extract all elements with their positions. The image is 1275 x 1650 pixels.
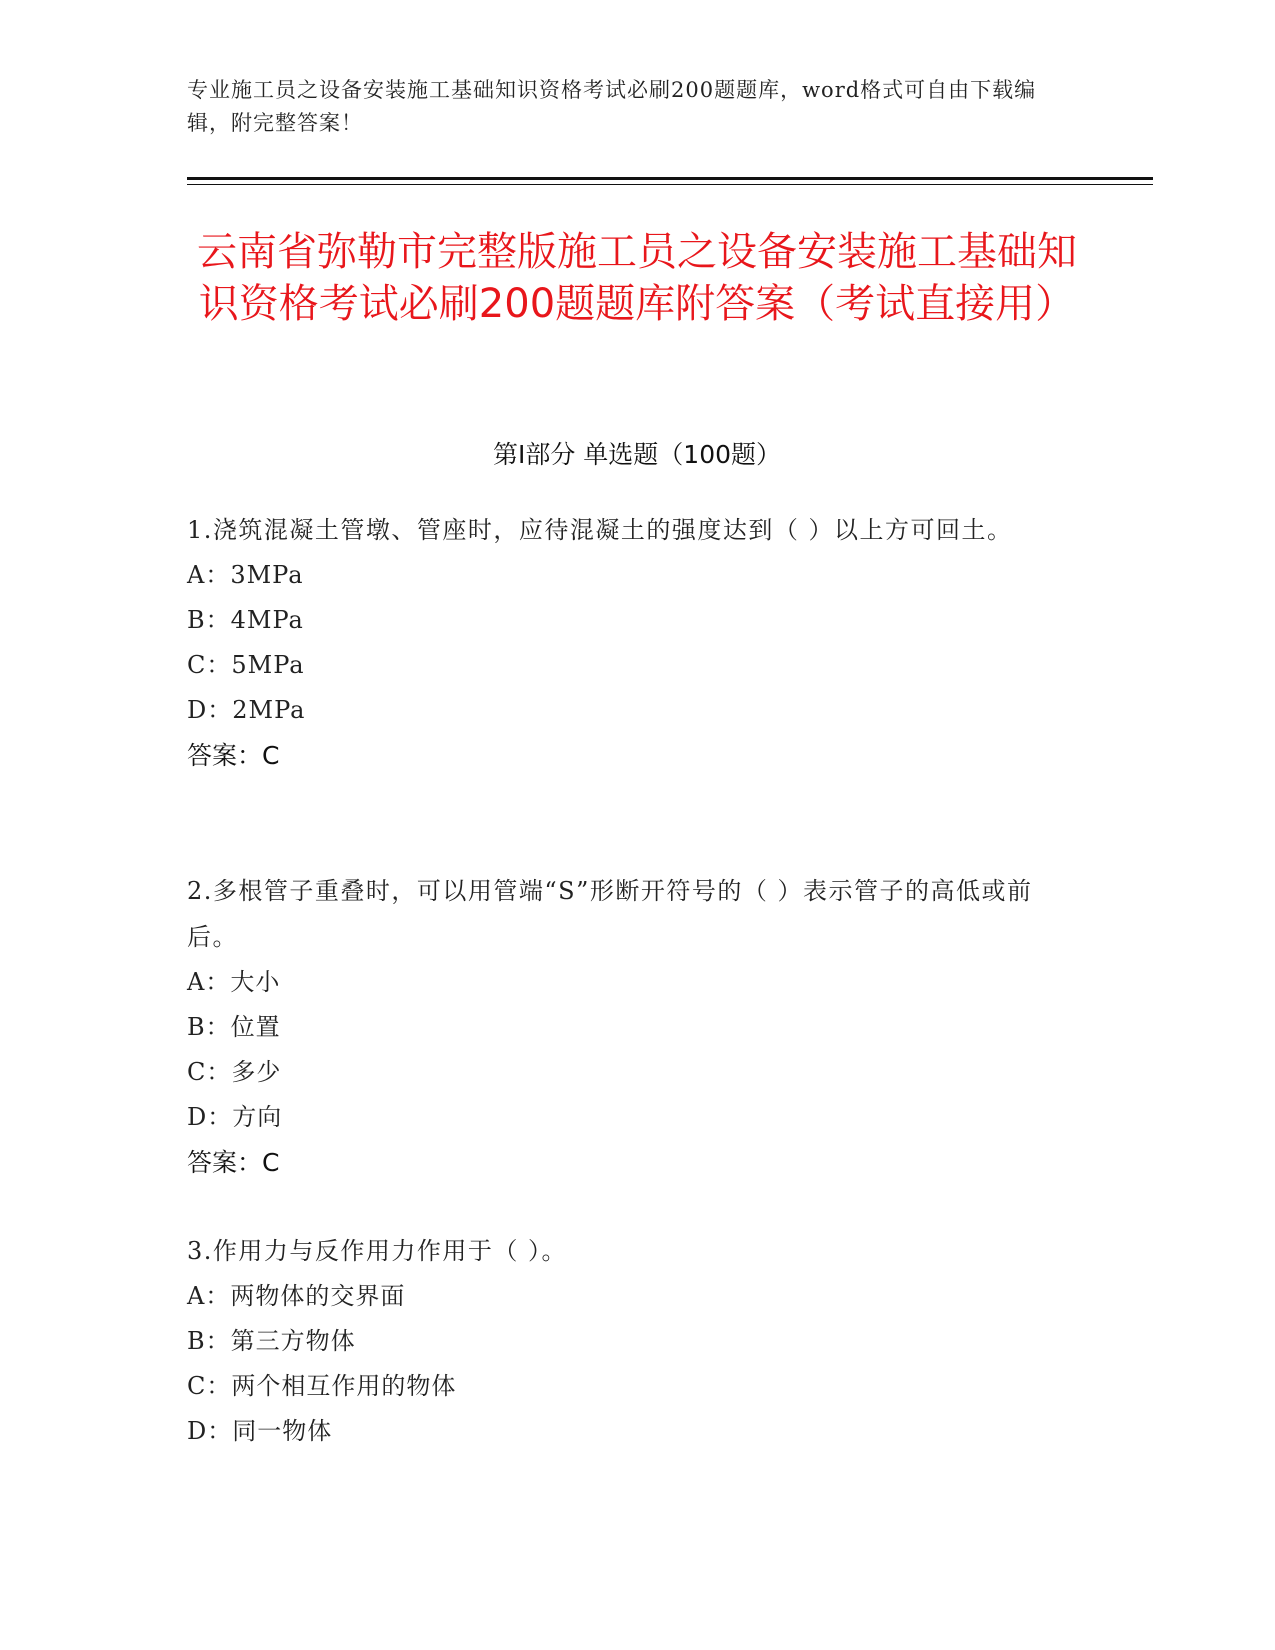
- option-a: A：3MPa: [187, 561, 304, 589]
- option-b: B：第三方物体: [187, 1327, 356, 1355]
- option-b: B：位置: [187, 1013, 281, 1041]
- option-c: C：两个相互作用的物体: [187, 1372, 457, 1400]
- question-stem: 1.浇筑混凝土管墩、管座时，应待混凝土的强度达到（ ）以上方可回土。: [187, 516, 1013, 544]
- document-title: 云南省弥勒市完整版施工员之设备安装施工基础知识资格考试必刷200题题库附答案（考试直接用）: [197, 229, 1077, 327]
- option-b: B：4MPa: [187, 606, 304, 634]
- answer-line: 答案：C: [187, 1148, 280, 1177]
- option-c: C：多少: [187, 1058, 282, 1086]
- header-divider-thin: [187, 184, 1153, 185]
- question-2: [187, 868, 1067, 1186]
- option-a: A：大小: [187, 968, 281, 996]
- option-d: D：同一物体: [187, 1417, 333, 1445]
- question-1: [187, 507, 1067, 779]
- option-d: D：方向: [187, 1103, 283, 1131]
- option-c: C：5MPa: [187, 651, 305, 679]
- option-a: A：两物体的交界面: [187, 1282, 406, 1310]
- section-heading: 第Ⅰ部分 单选题（100题）: [492, 440, 782, 469]
- question-stem: 2.多根管子重叠时，可以用管端“S”形断开符号的（ ）表示管子的高低或前后。: [187, 877, 1033, 951]
- header-note: 专业施工员之设备安装施工基础知识资格考试必刷200题题库，word格式可自由下载编辑，附完整答案！: [187, 78, 1037, 135]
- question-3: [187, 1228, 1067, 1454]
- question-stem: 3.作用力与反作用力作用于（ ）。: [187, 1237, 568, 1265]
- answer-line: 答案：C: [187, 741, 280, 770]
- option-d: D：2MPa: [187, 696, 306, 724]
- header-divider-thick: [187, 177, 1153, 180]
